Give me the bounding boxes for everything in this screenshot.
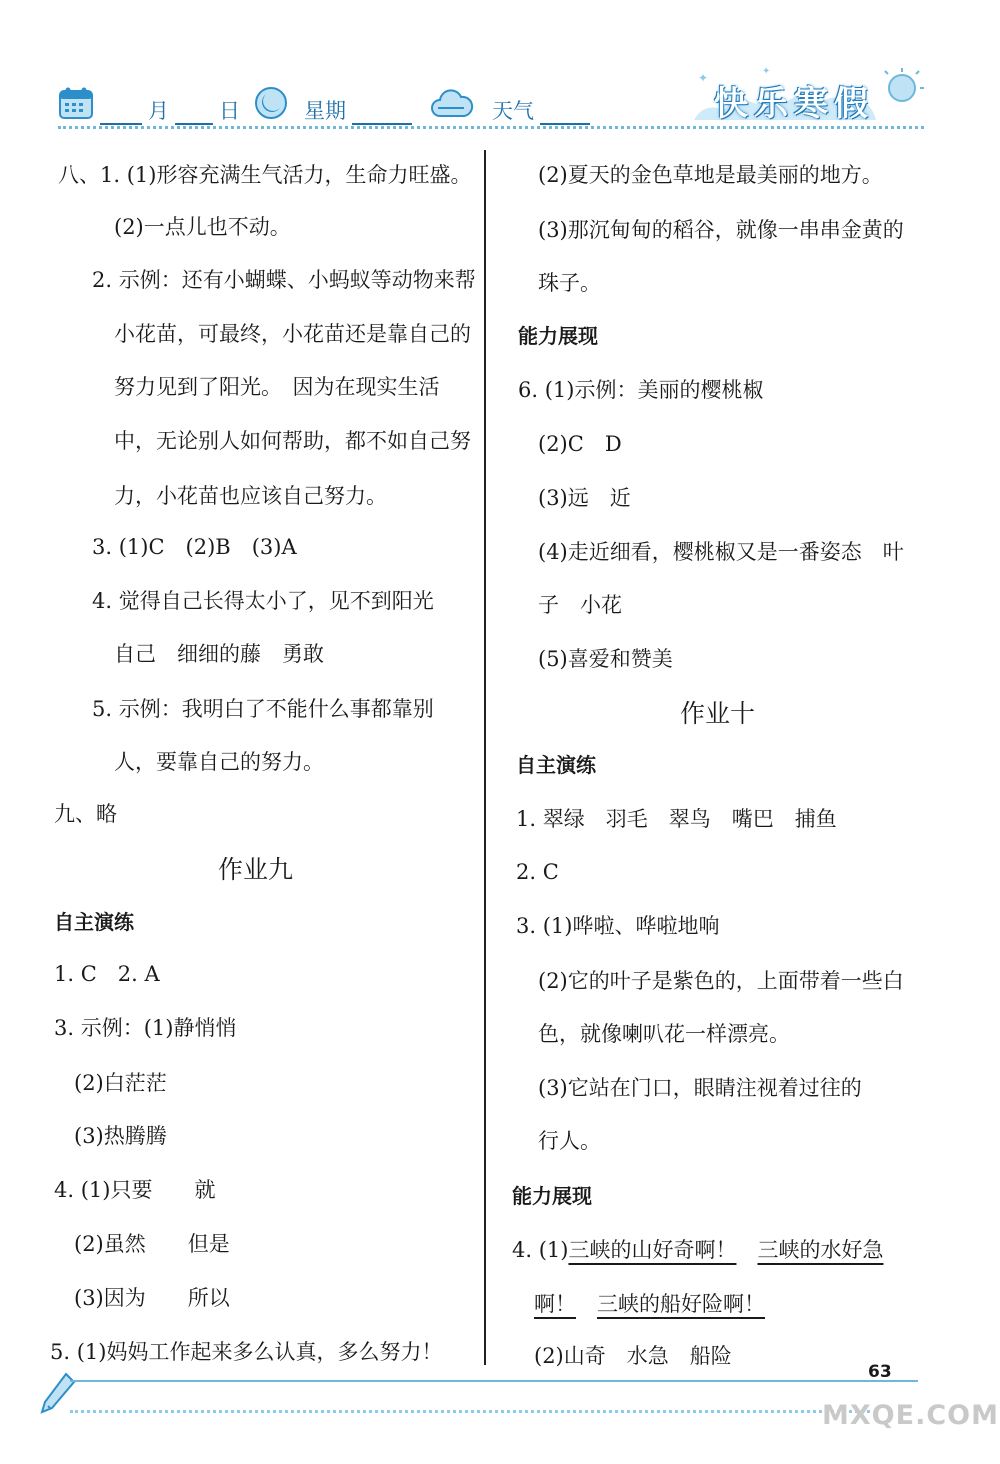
moon-clock-icon xyxy=(254,86,288,125)
answer-line-q4 xyxy=(512,1236,883,1264)
day-label: 日 xyxy=(219,99,240,123)
q4-prefix: 4. (1) xyxy=(512,1238,569,1262)
month-label: 月 xyxy=(148,99,169,123)
header-dotted-line xyxy=(58,126,924,129)
logo-text: 快乐寒假 xyxy=(714,84,874,124)
answer-line: 4. 觉得自己长得太小了，见不到阳光 xyxy=(92,589,434,613)
answer-line: 3. 示例：(1)静悄悄 xyxy=(54,1016,237,1040)
footer-dotted-line xyxy=(70,1410,870,1413)
answer-line: 5. (1)妈妈工作起来多么认真，多么努力！ xyxy=(50,1340,443,1364)
day-blank xyxy=(175,101,213,125)
answer-line: (2)山奇 水急 船险 xyxy=(534,1344,732,1368)
answer-line: 5. 示例：我明白了不能什么事都靠别 xyxy=(92,697,434,721)
answer-line: 中，无论别人如何帮助，都不如自己努 xyxy=(114,429,471,453)
answer-line: 自己 细细的藤 勇敢 xyxy=(114,642,324,666)
answer-line: (3)它站在门口，眼睛注视着过往的 xyxy=(538,1076,862,1100)
answer-line: 行人。 xyxy=(538,1129,601,1153)
page-header xyxy=(0,0,1000,140)
answer-line: (2)它的叶子是紫色的，上面带着一些白 xyxy=(538,969,904,993)
column-divider xyxy=(484,150,486,1365)
answer-line: (3)热腾腾 xyxy=(74,1124,167,1148)
answer-line: 小花苗，可最终，小花苗还是靠自己的 xyxy=(114,322,471,346)
answer-line: 努力见到了阳光。 因为在现实生活 xyxy=(114,375,440,399)
answer-line: 6. (1)示例：美丽的樱桃椒 xyxy=(518,378,764,402)
subsection-heading: 自主演练 xyxy=(516,753,596,777)
answer-line: 4. (1)只要 就 xyxy=(54,1178,216,1202)
answer-line: (2)C D xyxy=(538,432,622,456)
answer-line: (2)夏天的金色草地是最美丽的地方。 xyxy=(538,163,883,187)
subsection-heading: 能力展现 xyxy=(512,1184,592,1208)
section-title-homework-9: 作业九 xyxy=(218,855,294,884)
answer-line: 子 小花 xyxy=(538,593,622,617)
calendar-icon xyxy=(58,86,94,125)
svg-text:✦: ✦ xyxy=(762,66,771,77)
answer-line: (2)白茫茫 xyxy=(74,1071,167,1095)
answer-line: (4)走近细看，樱桃椒又是一番姿态 叶 xyxy=(538,540,904,564)
section-title-homework-10: 作业十 xyxy=(680,699,756,728)
answer-line: 力，小花苗也应该自己努力。 xyxy=(114,484,387,508)
answer-line: 2. 示例：还有小蝴蝶、小蚂蚁等动物来帮 xyxy=(92,268,476,292)
answer-line: 八、1. (1)形容充满生气活力，生命力旺盛。 xyxy=(58,163,472,187)
answer-line: (2)虽然 但是 xyxy=(74,1232,230,1256)
answer-line: 2. C xyxy=(516,860,559,884)
answer-line: 色，就像喇叭花一样漂亮。 xyxy=(538,1022,790,1046)
underlined-answer: 三峡的船好险啊！ xyxy=(597,1292,765,1316)
subsection-heading: 能力展现 xyxy=(518,324,598,348)
underlined-answer: 三峡的水好急 xyxy=(757,1238,884,1262)
cloud-icon xyxy=(430,88,474,125)
page-number: 63 xyxy=(868,1362,892,1382)
footer-line xyxy=(70,1380,918,1382)
underlined-answer: 三峡的山好奇啊！ xyxy=(568,1238,737,1262)
subsection-heading: 自主演练 xyxy=(54,910,134,934)
answer-line: 人，要靠自己的努力。 xyxy=(114,750,324,774)
answer-line: 1. C 2. A xyxy=(54,962,160,986)
answer-line: (3)那沉甸甸的稻谷，就像一串串金黄的 xyxy=(538,218,904,242)
answer-line: (3)远 近 xyxy=(538,486,631,510)
logo xyxy=(688,62,928,126)
month-blank xyxy=(100,101,142,125)
weekday-blank xyxy=(352,101,412,125)
answer-line: (3)因为 所以 xyxy=(74,1286,230,1310)
answer-line: 九、略 xyxy=(54,802,117,826)
weather-blank xyxy=(540,101,590,125)
weekday-label: 星期 xyxy=(304,99,346,123)
underlined-answer: 啊！ xyxy=(534,1292,576,1316)
answer-line: (5)喜爱和赞美 xyxy=(538,647,673,671)
date-weather-row xyxy=(58,86,590,125)
watermark: MXQE.COM xyxy=(822,1400,999,1431)
weather-label: 天气 xyxy=(492,99,534,123)
answer-line: 1. 翠绿 羽毛 翠鸟 嘴巴 捕鱼 xyxy=(516,807,837,831)
answer-line: 3. (1)哗啦、哗啦地响 xyxy=(516,914,720,938)
answer-line: 3. (1)C (2)B (3)A xyxy=(92,535,297,559)
svg-text:✦: ✦ xyxy=(698,71,709,85)
answer-line: 珠子。 xyxy=(538,271,601,295)
answer-line: (2)一点儿也不动。 xyxy=(114,215,291,239)
answer-line-q4-cont xyxy=(534,1290,765,1318)
